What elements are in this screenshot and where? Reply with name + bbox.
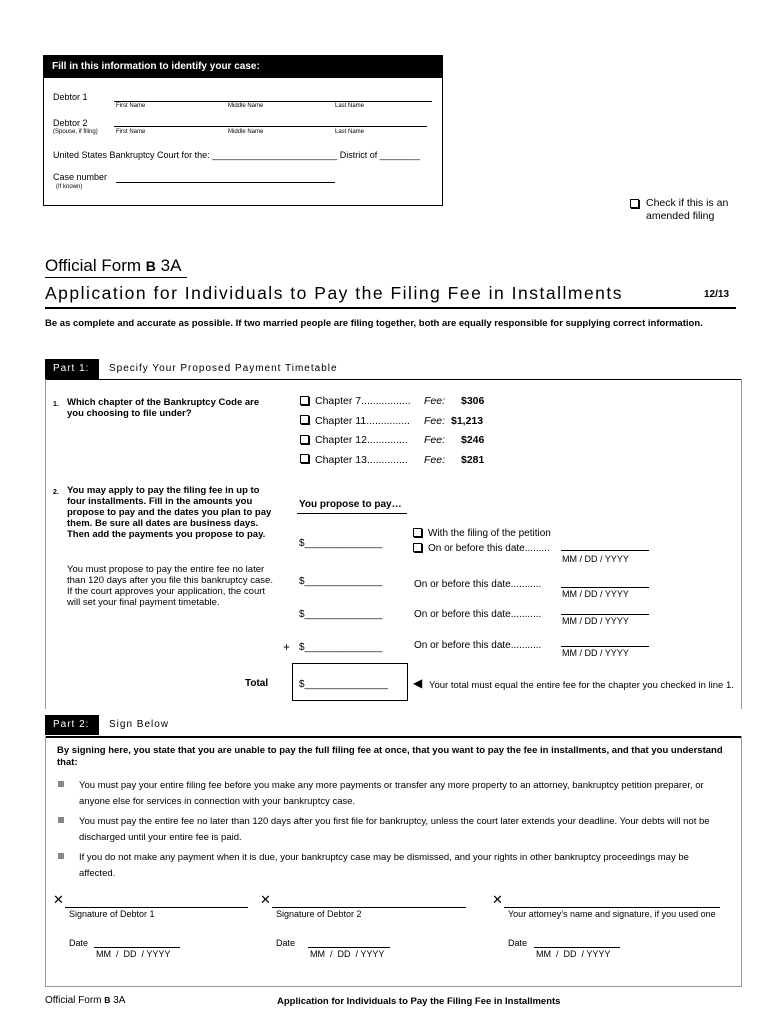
signature-debtor2-field[interactable] bbox=[272, 907, 466, 908]
amended-label-line2: amended filing bbox=[646, 210, 715, 222]
installment-4-date-field[interactable] bbox=[561, 646, 649, 647]
bullet-2-text: You must pay the entire fee no later than 120 days after you first file for bankruptcy, unless the court later extends your deadline. Your debts will not be discharged until your entire fee is paid. bbox=[79, 816, 710, 843]
debtor1-middle-name-caption: Middle Name bbox=[228, 103, 264, 109]
chapter-7-label: Chapter 7 bbox=[315, 395, 362, 407]
chapter-7-option[interactable] bbox=[300, 395, 485, 415]
debtor2-label: Debtor 2 bbox=[53, 118, 88, 128]
form-intro: Be as complete and accurate as possible. If two married people are filing together, both are equally responsible for supplying correct information. bbox=[45, 318, 703, 329]
with-filing-option[interactable] bbox=[413, 528, 551, 539]
date-debtor2-format: MM / DD / YYYY bbox=[310, 949, 385, 959]
signature-debtor1-caption: Signature of Debtor 1 bbox=[69, 909, 155, 919]
if-known-note: (If known) bbox=[56, 184, 83, 190]
q2-number: 2. bbox=[53, 489, 59, 496]
arrow-left-icon: ◀ bbox=[413, 676, 423, 690]
amended-checkbox-group[interactable] bbox=[630, 197, 728, 223]
total-note: Your total must equal the entire fee for the chapter you checked in line 1. bbox=[429, 680, 734, 691]
footer-form-b: B bbox=[104, 995, 111, 1005]
part2-tab: Part 2: bbox=[45, 715, 99, 735]
date-debtor1-field[interactable] bbox=[94, 947, 180, 948]
part2-bottom-rule bbox=[45, 986, 742, 987]
part2-left-border bbox=[45, 736, 46, 986]
plus-sign: + bbox=[283, 640, 291, 654]
official-form-prefix: Official Form bbox=[45, 256, 146, 275]
footer-title: Application for Individuals to Pay the Filing Fee in Installments bbox=[277, 996, 561, 1007]
debtor2-middle-name-caption: Middle Name bbox=[228, 129, 264, 135]
date-debtor2-field[interactable] bbox=[308, 947, 390, 948]
amended-checkbox[interactable] bbox=[630, 199, 639, 208]
bullet-1-text: You must pay your entire filing fee before you make any more payments or transfer any more property to an attorney, bankruptcy petition preparer, or anyone else for services in connection with your bankruptcy case. bbox=[79, 780, 704, 807]
signature-attorney-field[interactable] bbox=[504, 907, 720, 908]
chapter-13-checkbox[interactable] bbox=[300, 454, 309, 463]
installment-2-date-field[interactable] bbox=[561, 587, 649, 588]
chapter-12-dots: .............. bbox=[366, 434, 408, 446]
official-form-label bbox=[45, 256, 187, 278]
chapter-12-option[interactable] bbox=[300, 434, 485, 454]
debtor2-first-name-caption: First Name bbox=[116, 129, 146, 135]
part1-rule bbox=[45, 379, 742, 380]
official-form-b: B bbox=[145, 258, 156, 274]
sign-here-icon-3: ✕ bbox=[492, 892, 503, 907]
debtor1-name-field[interactable] bbox=[114, 101, 432, 102]
debtor1-last-name-caption: Last Name bbox=[335, 103, 365, 109]
date-attorney-field[interactable] bbox=[534, 947, 620, 948]
part1-left-border bbox=[45, 379, 46, 709]
on-or-before-1-checkbox[interactable] bbox=[413, 543, 422, 552]
installment-4-date-format: MM / DD / YYYY bbox=[562, 648, 629, 658]
on-or-before-4-dots: ........... bbox=[510, 640, 542, 651]
installment-4-amount[interactable]: $______________ bbox=[299, 642, 383, 653]
signature-attorney-caption: Your attorney’s name and signature, if you used one bbox=[508, 909, 716, 919]
with-filing-label: With the filing of the petition bbox=[428, 528, 551, 539]
installment-1-date-field[interactable] bbox=[561, 550, 649, 551]
spouse-note: (Spouse, if filing) bbox=[53, 129, 98, 135]
chapter-11-label: Chapter 11 bbox=[315, 414, 367, 427]
chapter-7-dots: ................. bbox=[361, 395, 411, 407]
on-or-before-1-option[interactable] bbox=[413, 543, 550, 554]
q1-text: Which chapter of the Bankruptcy Code are you choosing to file under? bbox=[67, 397, 260, 419]
installment-2-date-format: MM / DD / YYYY bbox=[562, 589, 629, 599]
footer-form-prefix: Official Form bbox=[45, 995, 105, 1006]
installment-2-amount[interactable]: $______________ bbox=[299, 576, 383, 587]
installment-3-date-label bbox=[414, 609, 541, 620]
chapter-11-option[interactable] bbox=[300, 414, 484, 435]
chapter-12-fee-label: Fee: bbox=[424, 434, 446, 446]
debtor2-name-field[interactable] bbox=[114, 126, 427, 127]
chapter-7-checkbox[interactable] bbox=[300, 396, 309, 405]
on-or-before-3-label: On or before this date bbox=[414, 609, 511, 620]
debtor1-first-name-caption: First Name bbox=[116, 103, 146, 109]
sign-here-icon-2: ✕ bbox=[260, 892, 271, 907]
installment-2-date-label bbox=[414, 579, 541, 590]
debtor1-label: Debtor 1 bbox=[53, 92, 88, 102]
installment-3-date-field[interactable] bbox=[561, 614, 649, 615]
date-attorney-format: MM / DD / YYYY bbox=[536, 949, 611, 959]
on-or-before-1-label: On or before this date bbox=[428, 543, 525, 554]
part2-right-border bbox=[741, 736, 742, 986]
case-number-field[interactable] bbox=[116, 182, 335, 183]
chapter-11-checkbox[interactable] bbox=[300, 415, 309, 424]
with-filing-checkbox[interactable] bbox=[413, 528, 422, 537]
bullet-3-marker bbox=[58, 853, 64, 859]
propose-header: You propose to pay… bbox=[299, 499, 402, 510]
part1-title: Specify Your Proposed Payment Timetable bbox=[109, 363, 338, 374]
installment-3-amount[interactable]: $______________ bbox=[299, 609, 383, 620]
district-label: District of bbox=[339, 150, 378, 160]
court-field[interactable]: _________________________ bbox=[212, 150, 338, 160]
chapter-13-label: Chapter 13 bbox=[315, 453, 367, 466]
bullet-2-marker bbox=[58, 817, 64, 823]
on-or-before-1-dots: ......... bbox=[524, 543, 550, 554]
propose-header-rule bbox=[297, 513, 407, 514]
on-or-before-2-dots: ........... bbox=[510, 579, 542, 590]
total-amount[interactable]: $_______________ bbox=[299, 679, 388, 690]
part1-right-border bbox=[741, 379, 742, 709]
chapter-13-fee: $281 bbox=[461, 453, 485, 466]
chapter-12-fee: $246 bbox=[461, 434, 485, 446]
case-info-header: Fill in this information to identify your case: bbox=[44, 56, 442, 78]
signature-debtor1-field[interactable] bbox=[65, 907, 248, 908]
bullet-3-text: If you do not make any payment when it is due, your bankruptcy case may be dismissed, and your rights in other bankruptcy proceedings may be affected. bbox=[79, 852, 689, 879]
chapter-12-label: Chapter 12 bbox=[315, 434, 367, 446]
chapter-7-fee: $306 bbox=[461, 395, 485, 407]
court-label: United States Bankruptcy Court for the: bbox=[53, 150, 210, 160]
part1-tab: Part 1: bbox=[45, 359, 99, 379]
date-debtor1-format: MM / DD / YYYY bbox=[96, 949, 171, 959]
case-number-label: Case number bbox=[53, 172, 108, 182]
part2-rule bbox=[45, 736, 742, 738]
part2-intro: By signing here, you state that you are unable to pay the full filing fee at once, that you want to pay the fee in installments, and that you understand that: bbox=[57, 745, 723, 768]
footer-form-label bbox=[45, 995, 125, 1006]
amended-label-line1: Check if this is an bbox=[646, 197, 729, 209]
chapter-13-dots: .............. bbox=[366, 453, 408, 466]
installment-4-date-label bbox=[414, 640, 541, 651]
q2-text: You may apply to pay the filing fee in up to four installments. Fill in the amounts you propose to pay and the dates you plan to pay them. Be sure all dates are business days. Then add the payments you propose to pay. bbox=[67, 485, 272, 540]
chapter-12-checkbox[interactable] bbox=[300, 435, 309, 444]
court-line bbox=[53, 150, 420, 160]
case-info-box bbox=[43, 55, 443, 206]
footer-form-number: 3A bbox=[110, 995, 126, 1006]
part2-title: Sign Below bbox=[109, 719, 170, 730]
date-label-1: Date bbox=[69, 938, 89, 948]
chapter-13-option[interactable] bbox=[300, 453, 485, 474]
district-field[interactable]: ________ bbox=[379, 150, 420, 160]
on-or-before-4-label: On or before this date bbox=[414, 640, 511, 651]
debtor2-last-name-caption: Last Name bbox=[335, 129, 365, 135]
chapter-11-dots: ............... bbox=[366, 414, 410, 427]
chapter-11-fee-label: Fee: bbox=[424, 414, 446, 427]
q2-note: You must propose to pay the entire fee no later than 120 days after you file this bankruptcy case. If the court approves your application, the court will set your final payment timetable. bbox=[67, 564, 273, 608]
form-title: Application for Individuals to Pay the Filing Fee in Installments bbox=[45, 283, 624, 303]
official-form-number: 3A bbox=[155, 256, 182, 275]
chapter-options bbox=[300, 395, 485, 473]
installment-1-date-format: MM / DD / YYYY bbox=[562, 554, 629, 564]
q1-number: 1. bbox=[53, 401, 59, 408]
sign-here-icon-1: ✕ bbox=[53, 892, 64, 907]
chapter-11-fee: $1,213 bbox=[451, 414, 484, 427]
bullet-1-marker bbox=[58, 781, 64, 787]
on-or-before-3-dots: ........... bbox=[510, 609, 542, 620]
on-or-before-2-label: On or before this date bbox=[414, 579, 511, 590]
total-box[interactable] bbox=[292, 663, 408, 701]
installment-3-date-format: MM / DD / YYYY bbox=[562, 616, 629, 626]
chapter-7-fee-label: Fee: bbox=[424, 395, 446, 407]
chapter-13-fee-label: Fee: bbox=[424, 453, 446, 466]
form-revision: 12/13 bbox=[704, 289, 730, 300]
installment-1-amount[interactable]: $______________ bbox=[299, 538, 383, 549]
signature-debtor2-caption: Signature of Debtor 2 bbox=[276, 909, 362, 919]
title-rule bbox=[45, 307, 736, 309]
total-label: Total bbox=[245, 678, 269, 689]
date-label-2: Date bbox=[276, 938, 296, 948]
date-label-3: Date bbox=[508, 938, 528, 948]
